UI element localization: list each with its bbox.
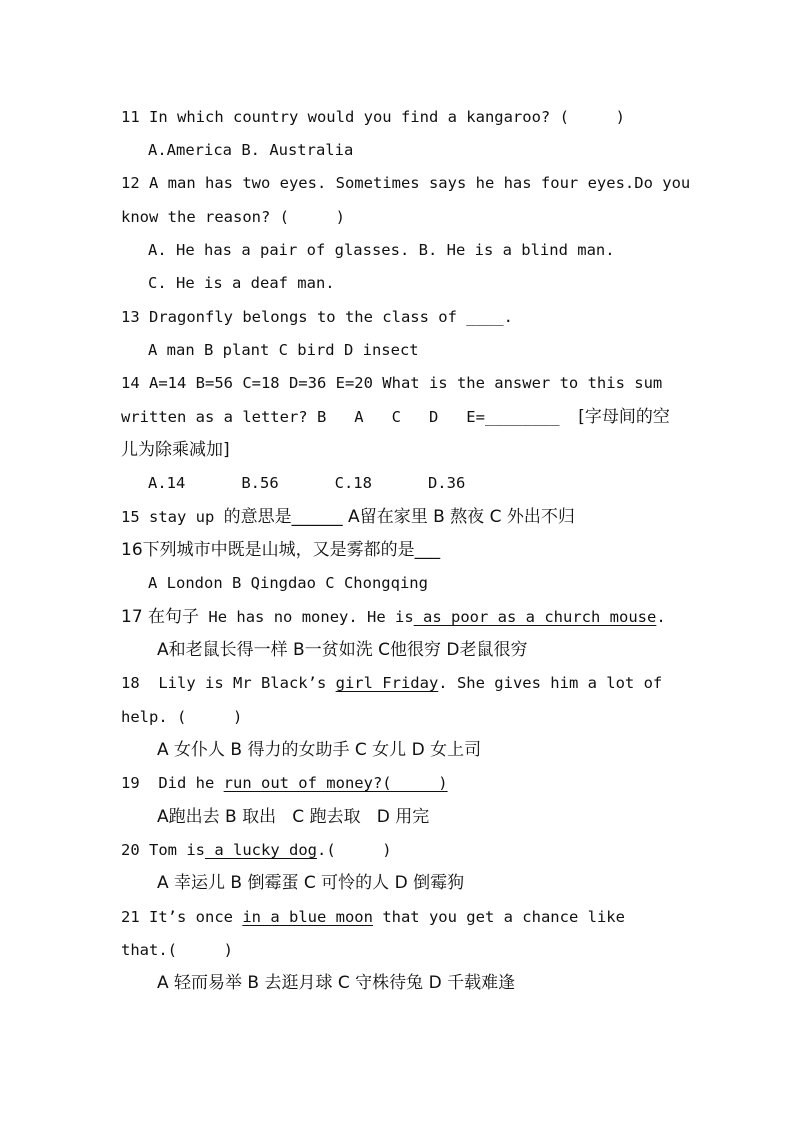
question-12-stem-line-2: know the reason? ( ) (121, 208, 345, 226)
question-19-prefix: 19 Did he (121, 774, 224, 792)
question-21-underlined-phrase: in a blue moon (242, 908, 373, 926)
question-18-options: A 女仆人 B 得力的女助手 C 女儿 D 女上司 (157, 740, 482, 760)
question-21-prefix: 21 It’s once (121, 908, 243, 926)
question-17-stem (121, 607, 666, 627)
question-15-rest: 的意思是______ A留在家里 B 熬夜 C 外出不归 (223, 507, 575, 527)
question-12-options-line-2: C. He is a deaf man. (148, 274, 335, 292)
question-20-options: A 幸运儿 B 倒霉蛋 C 可怜的人 D 倒霉狗 (157, 873, 465, 893)
question-17-prefix: 17 在句子 (121, 607, 200, 627)
question-21-suffix: that you get a chance like (372, 908, 625, 926)
question-20-prefix: 20 Tom is (121, 841, 205, 859)
question-18-prefix: 18 Lily is Mr Black’s (121, 674, 336, 692)
question-17-middle: He has no money. He is (199, 608, 414, 626)
question-14-options: A.14 B.56 C.18 D.36 (148, 474, 466, 492)
question-14-stem-line-2 (121, 407, 670, 427)
question-12-stem-line-1: 12 A man has two eyes. Sometimes says he has four eyes.Do you (121, 174, 691, 192)
question-15 (121, 507, 575, 527)
question-13-stem: 13 Dragonfly belongs to the class of ____. (121, 308, 513, 326)
question-18-suffix: . She gives him a lot of (438, 674, 663, 692)
question-19-underlined-phrase: run out of money?( ) (223, 774, 448, 792)
question-16-options: A London B Qingdao C Chongqing (148, 574, 428, 592)
question-17-options: A和老鼠长得一样 B一贫如洗 C他很穷 D老鼠很穷 (157, 640, 528, 660)
question-16-stem: 16下列城市中既是山城，又是雾都的是___ (121, 540, 441, 560)
question-12-options-line-1: A. He has a pair of glasses. B. He is a blind man. (148, 241, 615, 259)
question-17-suffix: . (656, 608, 666, 626)
question-14-note-part-1: [字母间的空 (578, 407, 670, 427)
question-15-prefix: 15 stay up (121, 508, 224, 526)
question-14-note-part-2: 儿为除乘减加] (121, 440, 230, 460)
question-14-stem-line-1: 14 A=14 B=56 C=18 D=36 E=20 What is the answer to this sum (121, 374, 663, 392)
question-19-stem (121, 773, 448, 793)
question-21-stem-line-2: that.( ) (121, 941, 233, 959)
question-20-underlined-phrase: a lucky dog (205, 841, 317, 859)
question-13-options: A man B plant C bird D insect (148, 341, 419, 359)
question-11-stem: 11 In which country would you find a kangaroo? ( ) (121, 108, 625, 126)
question-18-stem-line-1 (121, 673, 662, 693)
question-21-options: A 轻而易举 B 去逛月球 C 守株待兔 D 千载难逢 (157, 973, 516, 993)
question-18-stem-line-2: help. ( ) (121, 708, 243, 726)
question-20-suffix: .( ) (316, 841, 392, 859)
question-21-stem-line-1 (121, 907, 625, 927)
question-17-underlined-phrase: as poor as a church mouse (413, 608, 657, 626)
question-18-underlined-phrase: girl Friday (335, 674, 439, 692)
question-14-stem-line-2-text: written as a letter? B A C D E=________ (121, 408, 579, 426)
question-19-options: A跑出去 B 取出 C 跑去取 D 用完 (157, 807, 430, 827)
question-11-options: A.America B. Australia (148, 141, 354, 159)
question-20-stem (121, 840, 392, 860)
